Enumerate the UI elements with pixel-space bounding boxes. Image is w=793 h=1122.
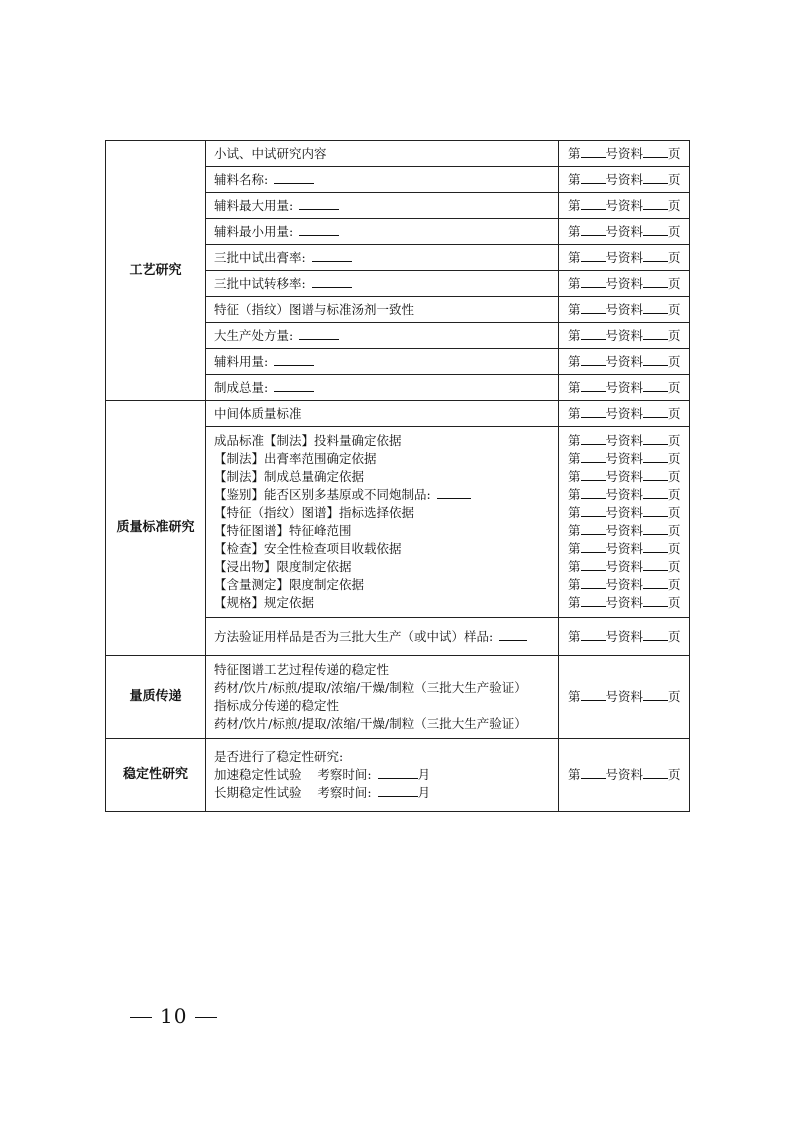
row-label: 大生产处方量: [206,323,559,349]
ref-cell-list: 第 号资料 页 第 号资料 页 第 号资料 页 第 号资料 页 第 号资料 页 第 号资料 页 第 号资料 页 第 号资料 页 第 号资料 页 第 号资料 页 [559,427,690,618]
row-label-list: 成品标准【制法】投料量确定依据 【制法】出膏率范围确定依据 【制法】制成总量确定依据 【鉴别】能否区别多基原或不同炮制品: 【特征（指纹）图谱】指标选择依据 【特征图谱】特征峰范围 【检查】安全性检查项目收载依据 【浸出物】限度制定依据 【含量测定】限度制定依据 【规格】规定依据 [206,427,559,618]
row-label: 三批中试转移率: [206,271,559,297]
fill-in-blank[interactable] [274,353,314,366]
ref-cell: 第 号资料 页 [559,141,690,167]
ref-cell: 第 号资料 页 [559,193,690,219]
fill-in-blank[interactable] [312,275,352,288]
fill-in-blank[interactable] [274,379,314,392]
ref-cell: 第 号资料 页 [559,656,690,739]
table-row [106,141,690,167]
ref-cell: 第 号资料 页 [559,401,690,427]
row-label: 特征（指纹）图谱与标准汤剂一致性 [206,297,559,323]
row-label: 辅料用量: [206,349,559,375]
row-label: 制成总量: [206,375,559,401]
row-label: 方法验证用样品是否为三批大生产（或中试）样品: [206,618,559,656]
table-row [106,401,690,427]
row-label: 中间体质量标准 [206,401,559,427]
fill-in-blank[interactable] [378,784,418,797]
row-label: 辅料最大用量: [206,193,559,219]
ref-cell: 第 号资料 页 [559,349,690,375]
section-title-transfer: 量质传递 [106,656,206,739]
fill-in-blank[interactable] [299,197,339,210]
section-title-quality: 质量标准研究 [106,401,206,656]
row-label: 小试、中试研究内容 [206,141,559,167]
ref-cell: 第 号资料 页 [559,323,690,349]
section-title-process: 工艺研究 [106,141,206,401]
row-label: 辅料最小用量: [206,219,559,245]
row-label-list: 特征图谱工艺过程传递的稳定性 药材/饮片/标煎/提取/浓缩/干燥/制粒（三批大生产验证） 指标成分传递的稳定性 药材/饮片/标煎/提取/浓缩/干燥/制粒（三批大生产验证） [206,656,559,739]
fill-in-blank[interactable] [274,171,314,184]
fill-in-blank[interactable] [437,486,471,499]
table-row [106,739,690,812]
ref-cell: 第 号资料 页 [559,375,690,401]
fill-in-blank[interactable] [378,766,418,779]
ref-cell: 第 号资料 页 [559,271,690,297]
ref-cell: 第 号资料 页 [559,245,690,271]
fill-in-blank[interactable] [312,249,352,262]
row-label: 辅料名称: [206,167,559,193]
dossier-checklist-table [105,140,690,812]
ref-cell: 第 号资料 页 [559,167,690,193]
section-title-stability: 稳定性研究 [106,739,206,812]
dash-right [195,1017,217,1018]
table-row [106,656,690,739]
ref-cell: 第 号资料 页 [559,618,690,656]
row-label-list: 是否进行了稳定性研究: 加速稳定性试验 考察时间: 月 长期稳定性试验 考察时间: 月 [206,739,559,812]
dash-left [130,1017,152,1018]
fill-in-blank[interactable] [299,223,339,236]
ref-cell: 第 号资料 页 [559,297,690,323]
fill-in-blank[interactable] [499,628,527,641]
ref-cell: 第 号资料 页 [559,219,690,245]
fill-in-blank[interactable] [299,327,339,340]
ref-cell: 第 号资料 页 [559,739,690,812]
page-number: 10 [122,1004,225,1028]
row-label: 三批中试出膏率: [206,245,559,271]
